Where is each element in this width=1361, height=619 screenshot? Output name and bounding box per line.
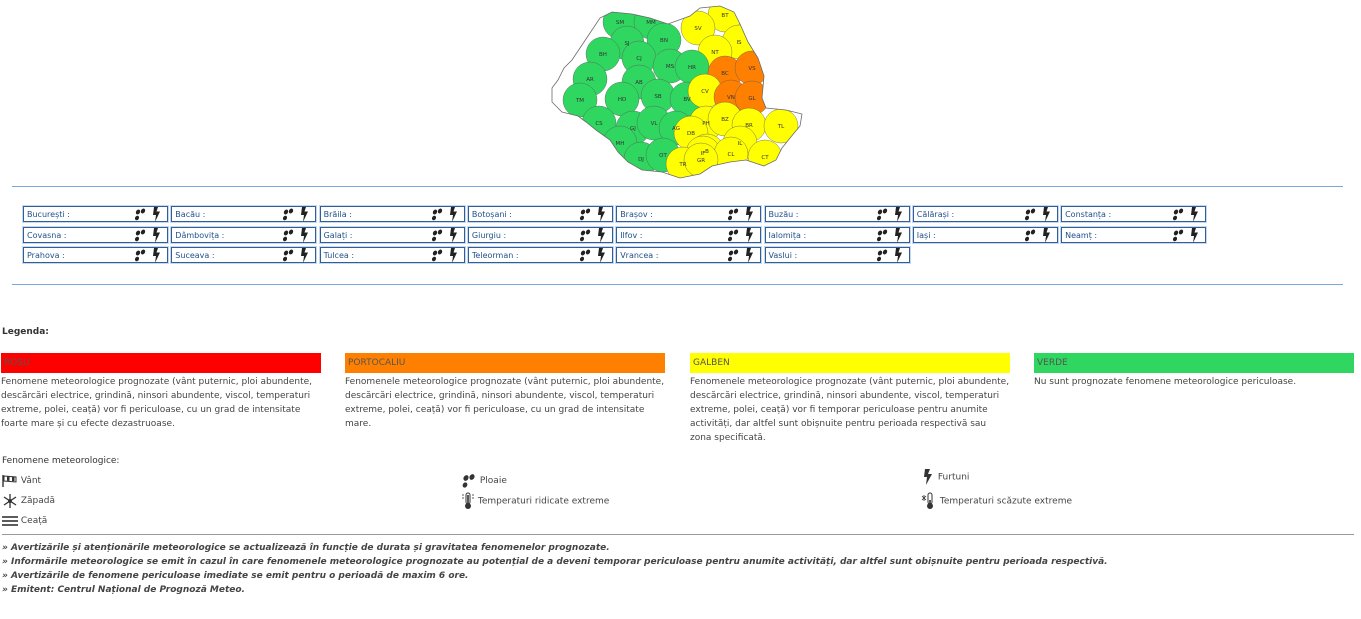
county-code-label: BV <box>683 97 691 103</box>
county-code-label: VS <box>748 66 756 72</box>
county-code-label: HR <box>688 65 696 71</box>
thermometer-hot-icon <box>461 492 475 510</box>
county-cell[interactable] <box>765 227 910 243</box>
county-cell[interactable] <box>1061 227 1206 243</box>
county-code-label: TL <box>777 124 785 130</box>
storm-label: Furtuni <box>937 472 970 483</box>
rain-icon <box>282 228 294 241</box>
county-cell[interactable] <box>468 206 613 222</box>
county-cell[interactable] <box>616 206 761 222</box>
lightning-icon <box>450 228 457 243</box>
rain-icon <box>1172 208 1184 221</box>
lightning-icon <box>895 207 902 222</box>
county-code-label: SJ <box>624 41 630 47</box>
lightning-icon <box>450 248 457 263</box>
rain-storm-icons <box>578 228 610 243</box>
legend-red-desc: Fenomene meteorologice prognozate (vânt puternic, ploi abundente, descărcări electrice, grindină, ninsori abundente, viscol, temperaturi extreme, polei, ceață) vor fi periculoase, cu un grad de intensitate foarte mare și cu efecte dezastruoase. <box>1 377 313 429</box>
lightning-icon <box>598 248 605 263</box>
rain-storm-icons <box>281 248 313 263</box>
lightning-icon <box>1191 228 1198 243</box>
county-name: Ialomița : <box>768 230 807 240</box>
county-cell[interactable] <box>23 227 168 243</box>
phenomenon-storm <box>921 468 969 486</box>
rain-icon <box>1024 228 1036 241</box>
rain-icon <box>1172 228 1184 241</box>
county-code-label: CJ <box>636 56 642 62</box>
rain-icon <box>876 208 888 221</box>
county-cell[interactable] <box>23 206 168 222</box>
county-code-label: MM <box>646 20 656 26</box>
cold-label: Temperaturi scăzute extreme <box>939 496 1072 507</box>
county-name: Ilfov : <box>620 230 643 240</box>
county-code-label: HD <box>617 97 627 103</box>
lightning-icon <box>746 207 753 222</box>
county-code-label: VL <box>650 121 658 127</box>
lightning-icon <box>450 207 457 222</box>
lightning-icon <box>1043 207 1050 222</box>
rain-storm-icons <box>430 248 462 263</box>
lightning-icon <box>153 228 160 243</box>
county-name: Vrancea : <box>620 251 659 260</box>
county-cell[interactable] <box>913 206 1058 222</box>
rain-storm-icons <box>1023 228 1055 243</box>
rain-storm-icons <box>133 248 165 263</box>
county-code-label: AB <box>635 80 643 86</box>
rain-storm-icons <box>1171 228 1203 243</box>
rain-icon <box>727 228 739 241</box>
county-name: Covasna : <box>27 230 67 240</box>
rain-icon <box>431 228 443 241</box>
lightning-icon <box>153 248 160 263</box>
county-name: Dâmbovița : <box>175 230 225 240</box>
county-code-label: CV <box>701 89 709 95</box>
rain-icon <box>282 208 294 221</box>
county-cell[interactable] <box>171 227 316 243</box>
county-code-label: BT <box>721 13 729 19</box>
rain-icon <box>282 249 294 262</box>
county-code-label: OT <box>659 153 667 159</box>
county-code-label: IS <box>736 40 742 46</box>
phenomenon-rain <box>461 472 507 490</box>
county-name: Iași : <box>916 230 936 240</box>
lightning-icon <box>746 248 753 263</box>
county-code-label: VN <box>727 95 735 101</box>
county-name: București : <box>27 210 70 219</box>
phenomenon-heat <box>461 492 609 510</box>
county-name: Tulcea : <box>323 251 355 260</box>
rain-storm-icons <box>875 228 907 243</box>
phenomenon-cold <box>921 492 1072 510</box>
legend-yellow-desc: Fenomenele meteorologice prognozate (vânt puternic, ploi abundente, descărcări electrice, grindină, ninsori abundente, viscol, temperaturi extreme, polei, ceață) vor fi temporar periculoase pentru anumite activități, dar altfel sunt obișnuite pentru perioada respectivă sau zona specificată. <box>690 377 1010 443</box>
divider-bottom <box>12 284 1343 285</box>
snowflake-icon <box>2 494 18 508</box>
lightning-icon <box>598 207 605 222</box>
county-code-label: TR <box>679 162 687 168</box>
county-name: Neamț : <box>1065 230 1098 240</box>
county-cell[interactable] <box>23 247 168 263</box>
fog-label: Ceață <box>20 516 48 526</box>
county-code-label: SB <box>654 94 662 100</box>
rain-icon <box>727 208 739 221</box>
county-name: Brașov : <box>620 210 653 219</box>
rain-storm-icons <box>578 207 610 222</box>
county-name: Suceava : <box>175 251 215 260</box>
county-code-label: CL <box>727 152 735 158</box>
rain-icon <box>431 208 443 221</box>
county-name: Botoșani : <box>471 210 512 219</box>
lightning-icon <box>598 228 605 243</box>
county-cell[interactable] <box>1061 206 1206 222</box>
fog-icon <box>2 514 18 528</box>
county-code-label: DJ <box>638 157 644 163</box>
rain-icon <box>876 249 888 262</box>
county-name: Călărași : <box>916 210 955 219</box>
lightning-icon <box>921 468 935 486</box>
county-cell[interactable] <box>468 247 613 263</box>
legend-level-red <box>1 353 321 431</box>
snow-label: Zăpadă <box>20 496 56 506</box>
wind-label: Vânt <box>20 476 42 486</box>
rain-storm-icons <box>726 248 758 263</box>
county-code-label: MH <box>615 141 625 147</box>
thermometer-cold-icon <box>921 492 937 510</box>
county-name: Buzău : <box>768 210 799 219</box>
legend-green-desc: Nu sunt prognozate fenomene meteorologice periculoase. <box>1034 377 1297 387</box>
county-cell[interactable] <box>468 227 613 243</box>
county-code-label: B <box>705 149 709 155</box>
rain-storm-icons <box>1171 207 1203 222</box>
lightning-icon <box>895 228 902 243</box>
rain-storm-icons <box>875 207 907 222</box>
county-code-label: GR <box>696 158 706 164</box>
county-name: Constanța : <box>1065 210 1112 219</box>
county-code-label: AG <box>672 126 680 132</box>
rain-storm-icons <box>133 228 165 243</box>
notes-divider <box>2 534 1354 535</box>
note-4: » Emitent: Centrul Național de Prognoză Meteo. <box>2 585 245 595</box>
county-cell[interactable] <box>320 227 465 243</box>
legend-level-yellow <box>690 353 1010 445</box>
rain-icon <box>579 249 591 262</box>
county-code-label: BC <box>721 71 729 77</box>
note-2: » Informările meteorologice se emit în cazul în care fenomenele meteorologice prognozate au potențial de a deveni temporar periculoase pentru anumite activități, dar altfel sunt obișnuite pentru perioada respectivă. <box>2 557 1108 567</box>
legend-orange-desc: Fenomenele meteorologice prognozate (vânt puternic, ploi abundente, descărcări electrice, grindină, ninsori abundente, viscol, temperaturi extreme, polei, ceață) vor fi periculoase, cu un grad de intensitate mare. <box>345 377 665 429</box>
rain-storm-icons <box>1023 207 1055 222</box>
rain-storm-icons <box>281 228 313 243</box>
heat-label: Temperaturi ridicate extreme <box>477 496 610 507</box>
legend-title: Legenda: <box>2 327 49 337</box>
rain-storm-icons <box>133 207 165 222</box>
legend-red-bar: ROSU <box>1 353 321 373</box>
county-code-label: SM <box>615 20 625 26</box>
county-name: Prahova : <box>27 251 65 260</box>
county-cell[interactable] <box>320 247 465 263</box>
county-cell[interactable] <box>320 206 465 222</box>
rain-storm-icons <box>281 207 313 222</box>
county-cell[interactable] <box>616 247 761 263</box>
lightning-icon <box>301 228 308 243</box>
rain-label: Ploaie <box>479 476 507 486</box>
county-name: Teleorman : <box>471 251 519 260</box>
county-name: Vaslui : <box>768 251 798 260</box>
phenomenon-fog <box>2 512 47 530</box>
rain-storm-icons <box>726 207 758 222</box>
county-code-label: BZ <box>721 117 729 123</box>
rain-icon <box>579 208 591 221</box>
county-code-label: TM <box>575 98 585 104</box>
divider-top <box>12 186 1343 187</box>
county-name: Giurgiu : <box>471 230 507 240</box>
legend-orange-bar: PORTOCALIU <box>345 353 665 373</box>
phenomenon-wind <box>2 472 41 490</box>
county-code-label: GL <box>748 96 756 102</box>
rain-icon <box>134 249 146 262</box>
rain-icon <box>1024 208 1036 221</box>
county-name: Galați : <box>323 230 353 240</box>
note-1: » Avertizările și atenționările meteorologice se actualizează în funcție de durata și gravitatea fenomenelor prognozate. <box>2 543 610 553</box>
rain-icon <box>876 228 888 241</box>
rain-storm-icons <box>430 207 462 222</box>
county-code-label: SV <box>694 26 702 32</box>
county-code-label: IL <box>737 141 743 147</box>
county-cell[interactable] <box>171 247 316 263</box>
rain-storm-icons <box>726 228 758 243</box>
lightning-icon <box>301 248 308 263</box>
lightning-icon <box>153 207 160 222</box>
rain-icon <box>431 249 443 262</box>
note-3: » Avertizările de fenomene periculoase imediate se emit pentru o perioadă de maxim 6 ore. <box>2 571 469 581</box>
county-code-label: CS <box>595 121 603 127</box>
rain-icon <box>134 228 146 241</box>
lightning-icon <box>1191 207 1198 222</box>
county-code-label: DB <box>686 131 696 137</box>
legend-level-orange <box>345 353 665 431</box>
rain-storm-icons <box>875 248 907 263</box>
county-code-label: AR <box>586 77 594 83</box>
lightning-icon <box>746 228 753 243</box>
lightning-icon <box>1043 228 1050 243</box>
county-name: Brăila : <box>323 210 352 219</box>
romania-warning-map <box>550 2 805 180</box>
county-cell[interactable] <box>765 206 910 222</box>
county-code-label: BH <box>599 52 607 58</box>
rain-storm-icons <box>430 228 462 243</box>
rain-storm-icons <box>578 248 610 263</box>
county-cell[interactable] <box>616 227 761 243</box>
county-cell[interactable] <box>171 206 316 222</box>
lightning-icon <box>301 207 308 222</box>
county-code-label: BR <box>745 123 753 129</box>
county-code-label: GJ <box>630 126 636 132</box>
phenomenon-snow <box>2 492 55 510</box>
county-code-label: MS <box>665 64 675 70</box>
county-code-label: CT <box>761 155 769 161</box>
county-code-label: IF <box>700 151 706 157</box>
legend-green-bar: VERDE <box>1034 353 1354 373</box>
rain-icon <box>579 228 591 241</box>
county-cell[interactable] <box>765 247 910 263</box>
phenomena-title: Fenomene meteorologice: <box>2 456 120 466</box>
legend-yellow-bar: GALBEN <box>690 353 1010 373</box>
county-cell[interactable] <box>913 227 1058 243</box>
lightning-icon <box>895 248 902 263</box>
legend-level-green <box>1034 353 1354 389</box>
county-name: Bacău : <box>175 210 206 219</box>
wind-icon <box>2 474 18 488</box>
rain-icon <box>134 208 146 221</box>
rain-icon <box>461 474 477 488</box>
notes <box>2 541 1108 597</box>
rain-icon <box>727 249 739 262</box>
county-code-label: BN <box>660 38 668 44</box>
county-code-label: NT <box>711 50 719 56</box>
county-code-label: PH <box>702 121 710 127</box>
